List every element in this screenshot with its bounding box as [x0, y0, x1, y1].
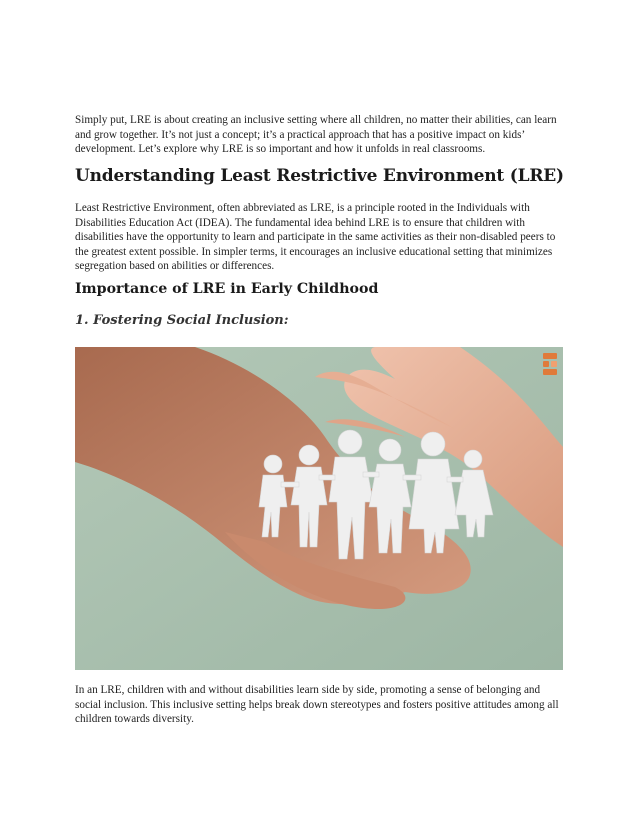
intro-paragraph: Simply put, LRE is about creating an inclusive setting where all children, no matter their abilities, can learn and grow together. It’s not just a concept; it’s a practical approach that has a positive impact on kids’ development. Let’s explore why LRE is so important and how it unfolds in real classrooms.	[75, 114, 557, 156]
hands-paper-family-photo	[75, 347, 563, 670]
section-heading: Importance of LRE in Early Childhood	[75, 281, 379, 297]
outro-paragraph: In an LRE, children with and without disabilities learn side by side, promoting a sense of belonging and social inclusion. This inclusive setting helps break down stereotypes and fosters positive attitudes among all children towards diversity.	[75, 684, 559, 726]
definition-paragraph: Least Restrictive Environment, often abbreviated as LRE, is a principle rooted in the Individuals with Disabilities Education Act (IDEA). The fundamental idea behind LRE is to ensure that children with disabilities have the opportunity to learn and participate in the same activities as their non-disabled peers to the greatest extent possible. In simpler terms, it encourages an inclusive educational setting that minimizes segregation based on abilities or differences.	[75, 202, 556, 273]
subsection-heading: 1. Fostering Social Inclusion:	[75, 313, 289, 328]
main-heading: Understanding Least Restrictive Environment (LRE)	[75, 166, 564, 186]
